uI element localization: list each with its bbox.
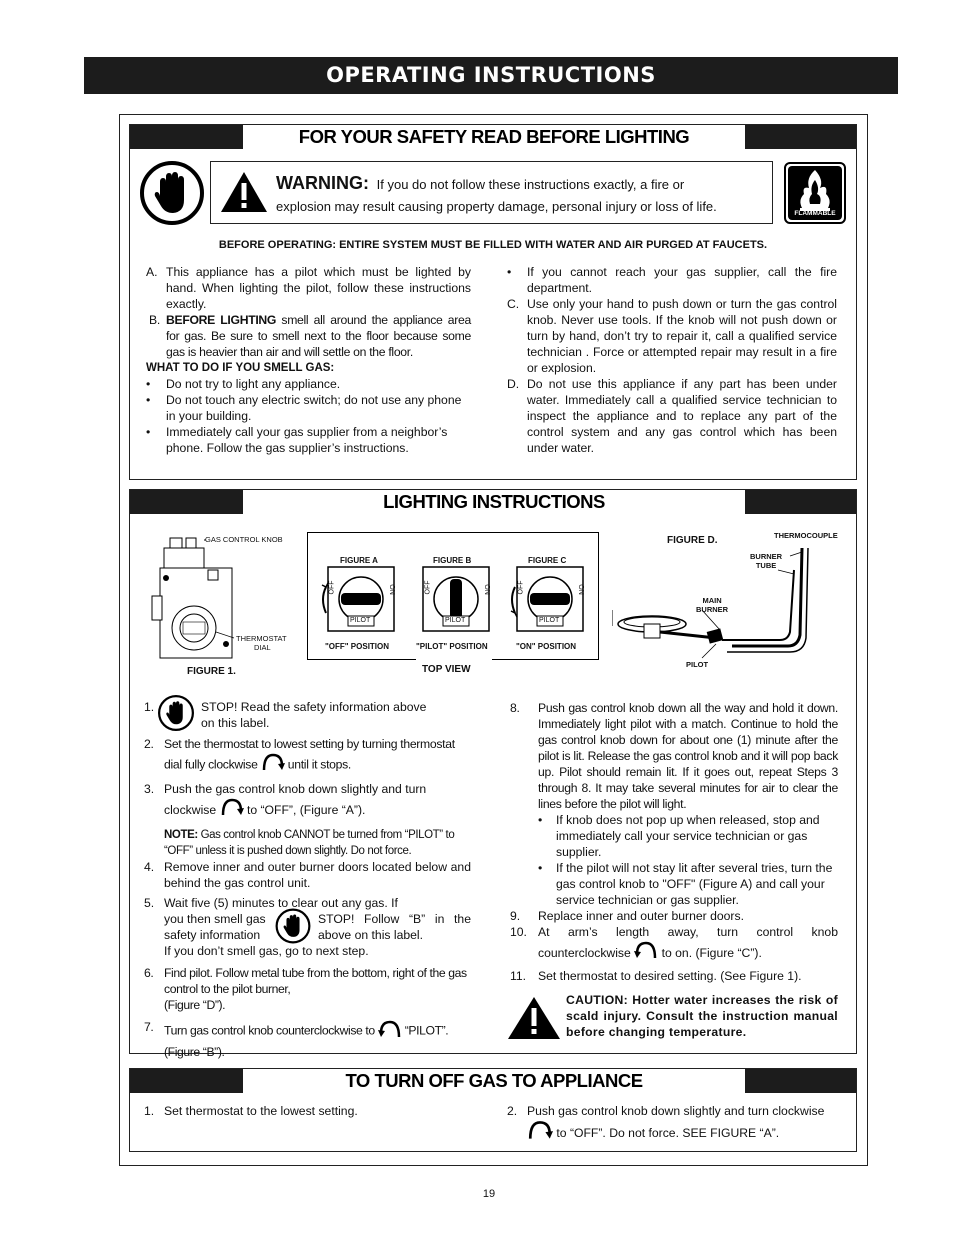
figure-a-on: ON	[387, 584, 395, 595]
step-4: 4. Remove inner and outer burner doors located below and behind the gas control unit.	[144, 860, 471, 890]
gas-control-knob-label: GAS CONTROL KNOB	[205, 535, 283, 544]
step-6: 6. Find pilot. Follow metal tube from the bottom, right of the gas control to the pilot burner, (Figure “D”).	[144, 966, 467, 1012]
flammable-label: FLAMMABLE	[794, 210, 836, 217]
figure-b-off: OFF	[424, 580, 432, 595]
list-item: • If the pilot will not stay lit after several tries, turn the gas control knob to "OFF" (Figure A) and call your service technician or gas supplier.	[538, 861, 833, 907]
list-item: • Do not try to light any appliance.	[146, 377, 341, 391]
step-3-note: NOTE: Gas control knob CANNOT be turned from “PILOT” to “OFF” unless it is pushed down slightly. Do not force.	[164, 829, 455, 857]
page-title: OPERATING INSTRUCTIONS	[84, 57, 898, 94]
figure-b-title: FIGURE B	[433, 556, 472, 565]
list-item: • If you cannot reach your gas supplier, call the fire department.	[507, 265, 837, 295]
figure-c-pilot: PILOT	[539, 617, 560, 624]
figure-a-position: "OFF" POSITION	[325, 642, 390, 651]
figure-c-on: ON	[576, 584, 584, 595]
lighting-steps-left	[144, 699, 471, 1060]
pilot-label: PILOT	[686, 660, 709, 669]
step-5: 5. Wait five (5) minutes to clear out any gas. If you then smell gas safety information STOP! Follow “B” in the above on this label. If you don’t smell gas, go to next step.	[144, 896, 471, 958]
lighting-heading-bar	[130, 490, 856, 514]
step-7: 7. Turn gas control knob counterclockwise to “PILOT”. (Figure “B”).	[144, 1020, 449, 1059]
caution-triangle-icon	[506, 995, 562, 1041]
thermocouple-label: THERMOCOUPLE	[774, 531, 838, 540]
list-item: B. BEFORE LIGHTING smell all around the appliance area for gas. Be sure to smell next to the floor because some gas is heavier than air and will settle on the floor.	[149, 313, 471, 359]
stop-hand-icon	[275, 908, 311, 948]
before-operating: BEFORE OPERATING: ENTIRE SYSTEM MUST BE FILLED WITH WATER AND AIR PURGED AT FAUCETS.	[218, 239, 768, 251]
list-item: • Immediately call your gas supplier from a neighbor’s phone. Follow the gas supplier’s instructions.	[146, 425, 448, 455]
figure-1-caption: FIGURE 1.	[187, 666, 236, 677]
smell-gas-heading: WHAT TO DO IF YOU SMELL GAS:	[146, 362, 335, 374]
step-2: 2. Set the thermostat to lowest setting by turning thermostat dial fully clockwise until it stops.	[144, 736, 471, 779]
caution-text: CAUTION: Hotter water increases the risk of scald injury. Consult the instruction manual before changing temperature.	[566, 993, 838, 1039]
page-number: 19	[482, 1188, 496, 1200]
safety-right-column	[507, 264, 837, 456]
figure-b-position: "PILOT" POSITION	[416, 642, 488, 651]
warning-triangle-icon	[219, 170, 269, 214]
figure-c-title: FIGURE C	[528, 556, 567, 565]
figure-b-on: ON	[482, 584, 490, 595]
lighting-heading: LIGHTING INSTRUCTIONS	[243, 490, 745, 514]
figure-a-off: OFF	[328, 580, 336, 595]
safety-heading: FOR YOUR SAFETY READ BEFORE LIGHTING	[243, 125, 745, 149]
figure-b-knob	[413, 565, 499, 635]
figure-c-knob	[507, 565, 593, 635]
safety-left-column	[146, 264, 471, 456]
list-item: • If knob does not pop up when released, stop and immediately call your service technician or gas supplier.	[538, 813, 820, 859]
step-8: 8. Push gas control knob down all the way and hold it down. Immediately light pilot with a match. Continue to hold the gas control knob down for about one (1) minute after the pilot is lit. Release the gas control knob and it will pop back up. Pilot should remain lit. If it goes out, repeat Steps 3 through 8. It may take several minutes for air to clear the lines before the pilot will light.	[510, 701, 838, 811]
turnoff-heading-bar	[130, 1069, 856, 1093]
warning-word: WARNING:	[276, 173, 369, 193]
warning-line-1: If you do not follow these instructions exactly, a fire or	[376, 177, 685, 192]
stop-hand-icon	[140, 160, 204, 226]
step-11: 11. Set thermostat to desired setting. (See Figure 1).	[510, 969, 802, 983]
turnoff-heading: TO TURN OFF GAS TO APPLIANCE	[243, 1069, 745, 1093]
warning-line-2: explosion may result causing property damage, personal injury or loss of life.	[276, 199, 717, 214]
step-1: 1. STOP! Read the safety information above on this label.	[144, 699, 471, 736]
clockwise-arrow-icon	[261, 752, 285, 779]
figure-c-off: OFF	[517, 580, 525, 595]
figure-a-knob	[318, 565, 404, 635]
step-10: 10. At arm’s length away, turn control knob counterclockwise to on. (Figure “C”).	[510, 924, 838, 968]
step-3: 3. Push the gas control knob down slightly and turn clockwise to “OFF”, (Figure “A”).	[144, 781, 471, 825]
clockwise-arrow-icon	[527, 1119, 553, 1149]
figure-a-pilot: PILOT	[350, 617, 371, 624]
figure-c-position: "ON" POSITION	[516, 642, 577, 651]
thermostat-dial-label: THERMOSTAT DIAL	[236, 634, 287, 652]
turnoff-step-2: 2. Push gas control knob down slightly and turn clockwise to “OFF”. Do not force. SEE FIGURE “A”.	[507, 1103, 842, 1149]
list-item: A. This appliance has a pilot which must be lighted by hand. When lighting the pilot, follow these instructions exactly.	[146, 265, 471, 311]
figure-a-title: FIGURE A	[340, 556, 378, 565]
figure-d-caption: FIGURE D.	[667, 535, 718, 546]
lighting-steps-right	[510, 700, 838, 984]
figure-d-burner	[612, 540, 852, 665]
step-9: 9. Replace inner and outer burner doors.	[510, 909, 744, 923]
top-view-label: TOP VIEW	[422, 664, 471, 675]
burner-tube-label: BURNER TUBE	[750, 552, 783, 570]
list-item: D. Do not use this appliance if any part has been under water. Immediately call a qualified service technician to inspect the appliance and to replace any part of the control system and any gas control which has been under water.	[507, 377, 837, 455]
clockwise-arrow-icon	[220, 797, 244, 825]
figure-b-pilot: PILOT	[445, 617, 466, 624]
warning-text	[276, 173, 771, 195]
stop-hand-icon	[158, 694, 194, 736]
turnoff-step-1: 1. Set thermostat to the lowest setting.	[144, 1104, 358, 1118]
list-item: • Do not touch any electric switch; do not use any phone in your building.	[146, 393, 462, 423]
counterclockwise-arrow-icon	[634, 940, 658, 968]
main-burner-label: MAIN BURNER	[696, 596, 729, 614]
list-item: C. Use only your hand to push down or turn the gas control knob. Never use tools. If the knob will not push down or turn by hand, don’t try to repair it, call a qualified service technician . Force or attempted repair may result in a fire or explosion.	[507, 297, 837, 375]
safety-heading-bar	[130, 125, 856, 149]
counterclockwise-arrow-icon	[378, 1019, 402, 1044]
